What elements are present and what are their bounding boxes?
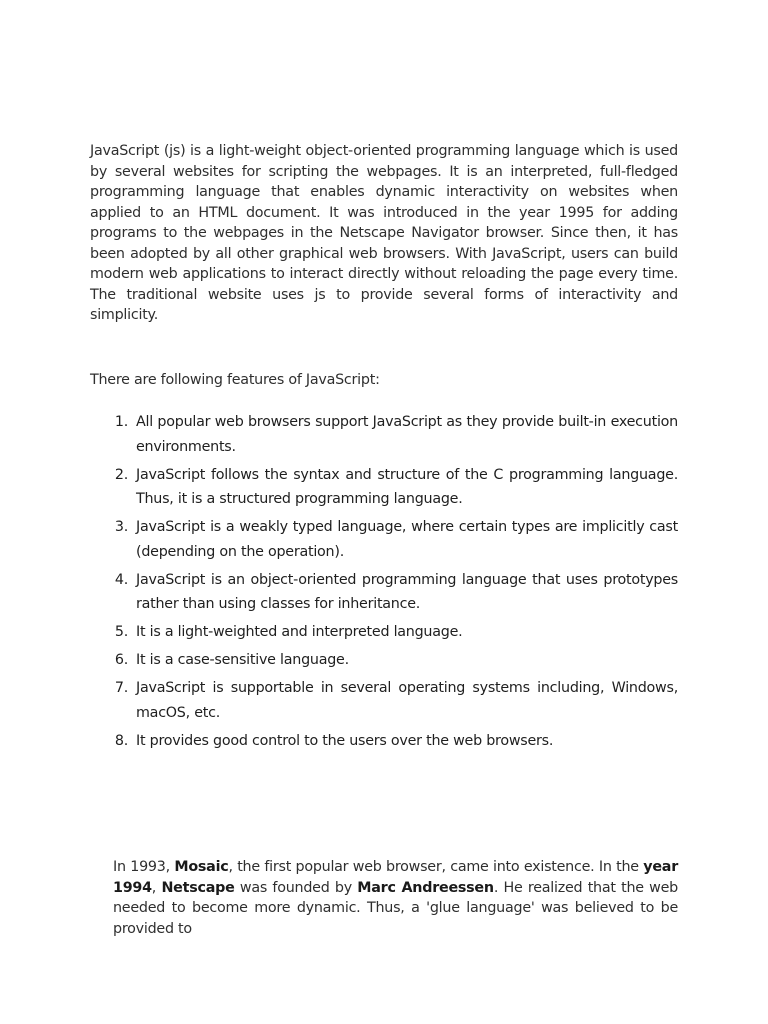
list-item — [90, 729, 678, 754]
list-item-number: 7. — [114, 680, 128, 696]
list-item-number: 6. — [114, 652, 128, 668]
list-item-number: 2. — [114, 466, 128, 483]
list-item-text: JavaScript is a weakly typed language, where certain types are implicitly cast (depending on the operation). — [136, 519, 678, 560]
list-item — [90, 676, 678, 725]
list-item-text: JavaScript is supportable in several operating systems including, Windows, macOS, etc. — [136, 680, 678, 721]
list-item-text: It is a light-weighted and interpreted language. — [136, 624, 463, 640]
list-item — [90, 410, 678, 459]
history-text: . He realized that the web needed to become more dynamic. Thus, a 'glue language' was believed to be provided to — [113, 879, 678, 938]
history-bold-year: year 1994 — [113, 859, 678, 896]
features-list — [90, 410, 678, 757]
list-item-text: It is a case-sensitive language. — [136, 652, 349, 668]
history-text: In 1993, — [113, 859, 175, 875]
list-item-text: JavaScript is an object-oriented programming language that uses prototypes rather than using classes for inheritance. — [136, 571, 678, 612]
list-item-text: JavaScript follows the syntax and structure of the C programming language. Thus, it is a structured programming language. — [136, 466, 678, 507]
list-item-number: 5. — [114, 624, 128, 640]
list-item — [90, 620, 678, 645]
history-text: , — [151, 879, 162, 896]
list-item — [90, 463, 678, 512]
history-text: was founded by — [234, 879, 358, 896]
list-item-text: All popular web browsers support JavaScript as they provide built-in execution environments. — [136, 414, 678, 455]
list-item-number: 4. — [114, 571, 128, 588]
list-item-number: 1. — [114, 414, 128, 430]
list-item-number: 3. — [114, 519, 128, 535]
list-item-number: 8. — [114, 732, 128, 749]
list-item — [90, 648, 678, 673]
intro-paragraph: JavaScript (js) is a light-weight object-oriented programming language which is used by several websites for scripting the webpages. It is an interpreted, full-fledged programming language that enables dynamic interactivity on websites when applied to an HTML document. It was introduced in the year 1995 for adding programs to the webpages in the Netscape Navigator browser. Since then, it has been adopted by all other graphical web browsers. With JavaScript, users can build modern web applications to interact directly without reloading the page every time. The traditional website uses js to provide several forms of interactivity and simplicity. — [90, 143, 678, 323]
features-heading: There are following features of JavaScript: — [90, 372, 380, 388]
list-item — [90, 515, 678, 564]
list-item — [90, 568, 678, 617]
history-bold-mosaic: Mosaic — [174, 859, 229, 875]
list-item-text: It provides good control to the users over the web browsers. — [136, 732, 554, 749]
history-paragraph — [113, 857, 678, 940]
history-bold-founder: Marc Andreessen — [357, 879, 494, 896]
history-text: , the first popular web browser, came into existence. In the — [228, 859, 644, 875]
history-bold-netscape: Netscape — [161, 879, 235, 896]
